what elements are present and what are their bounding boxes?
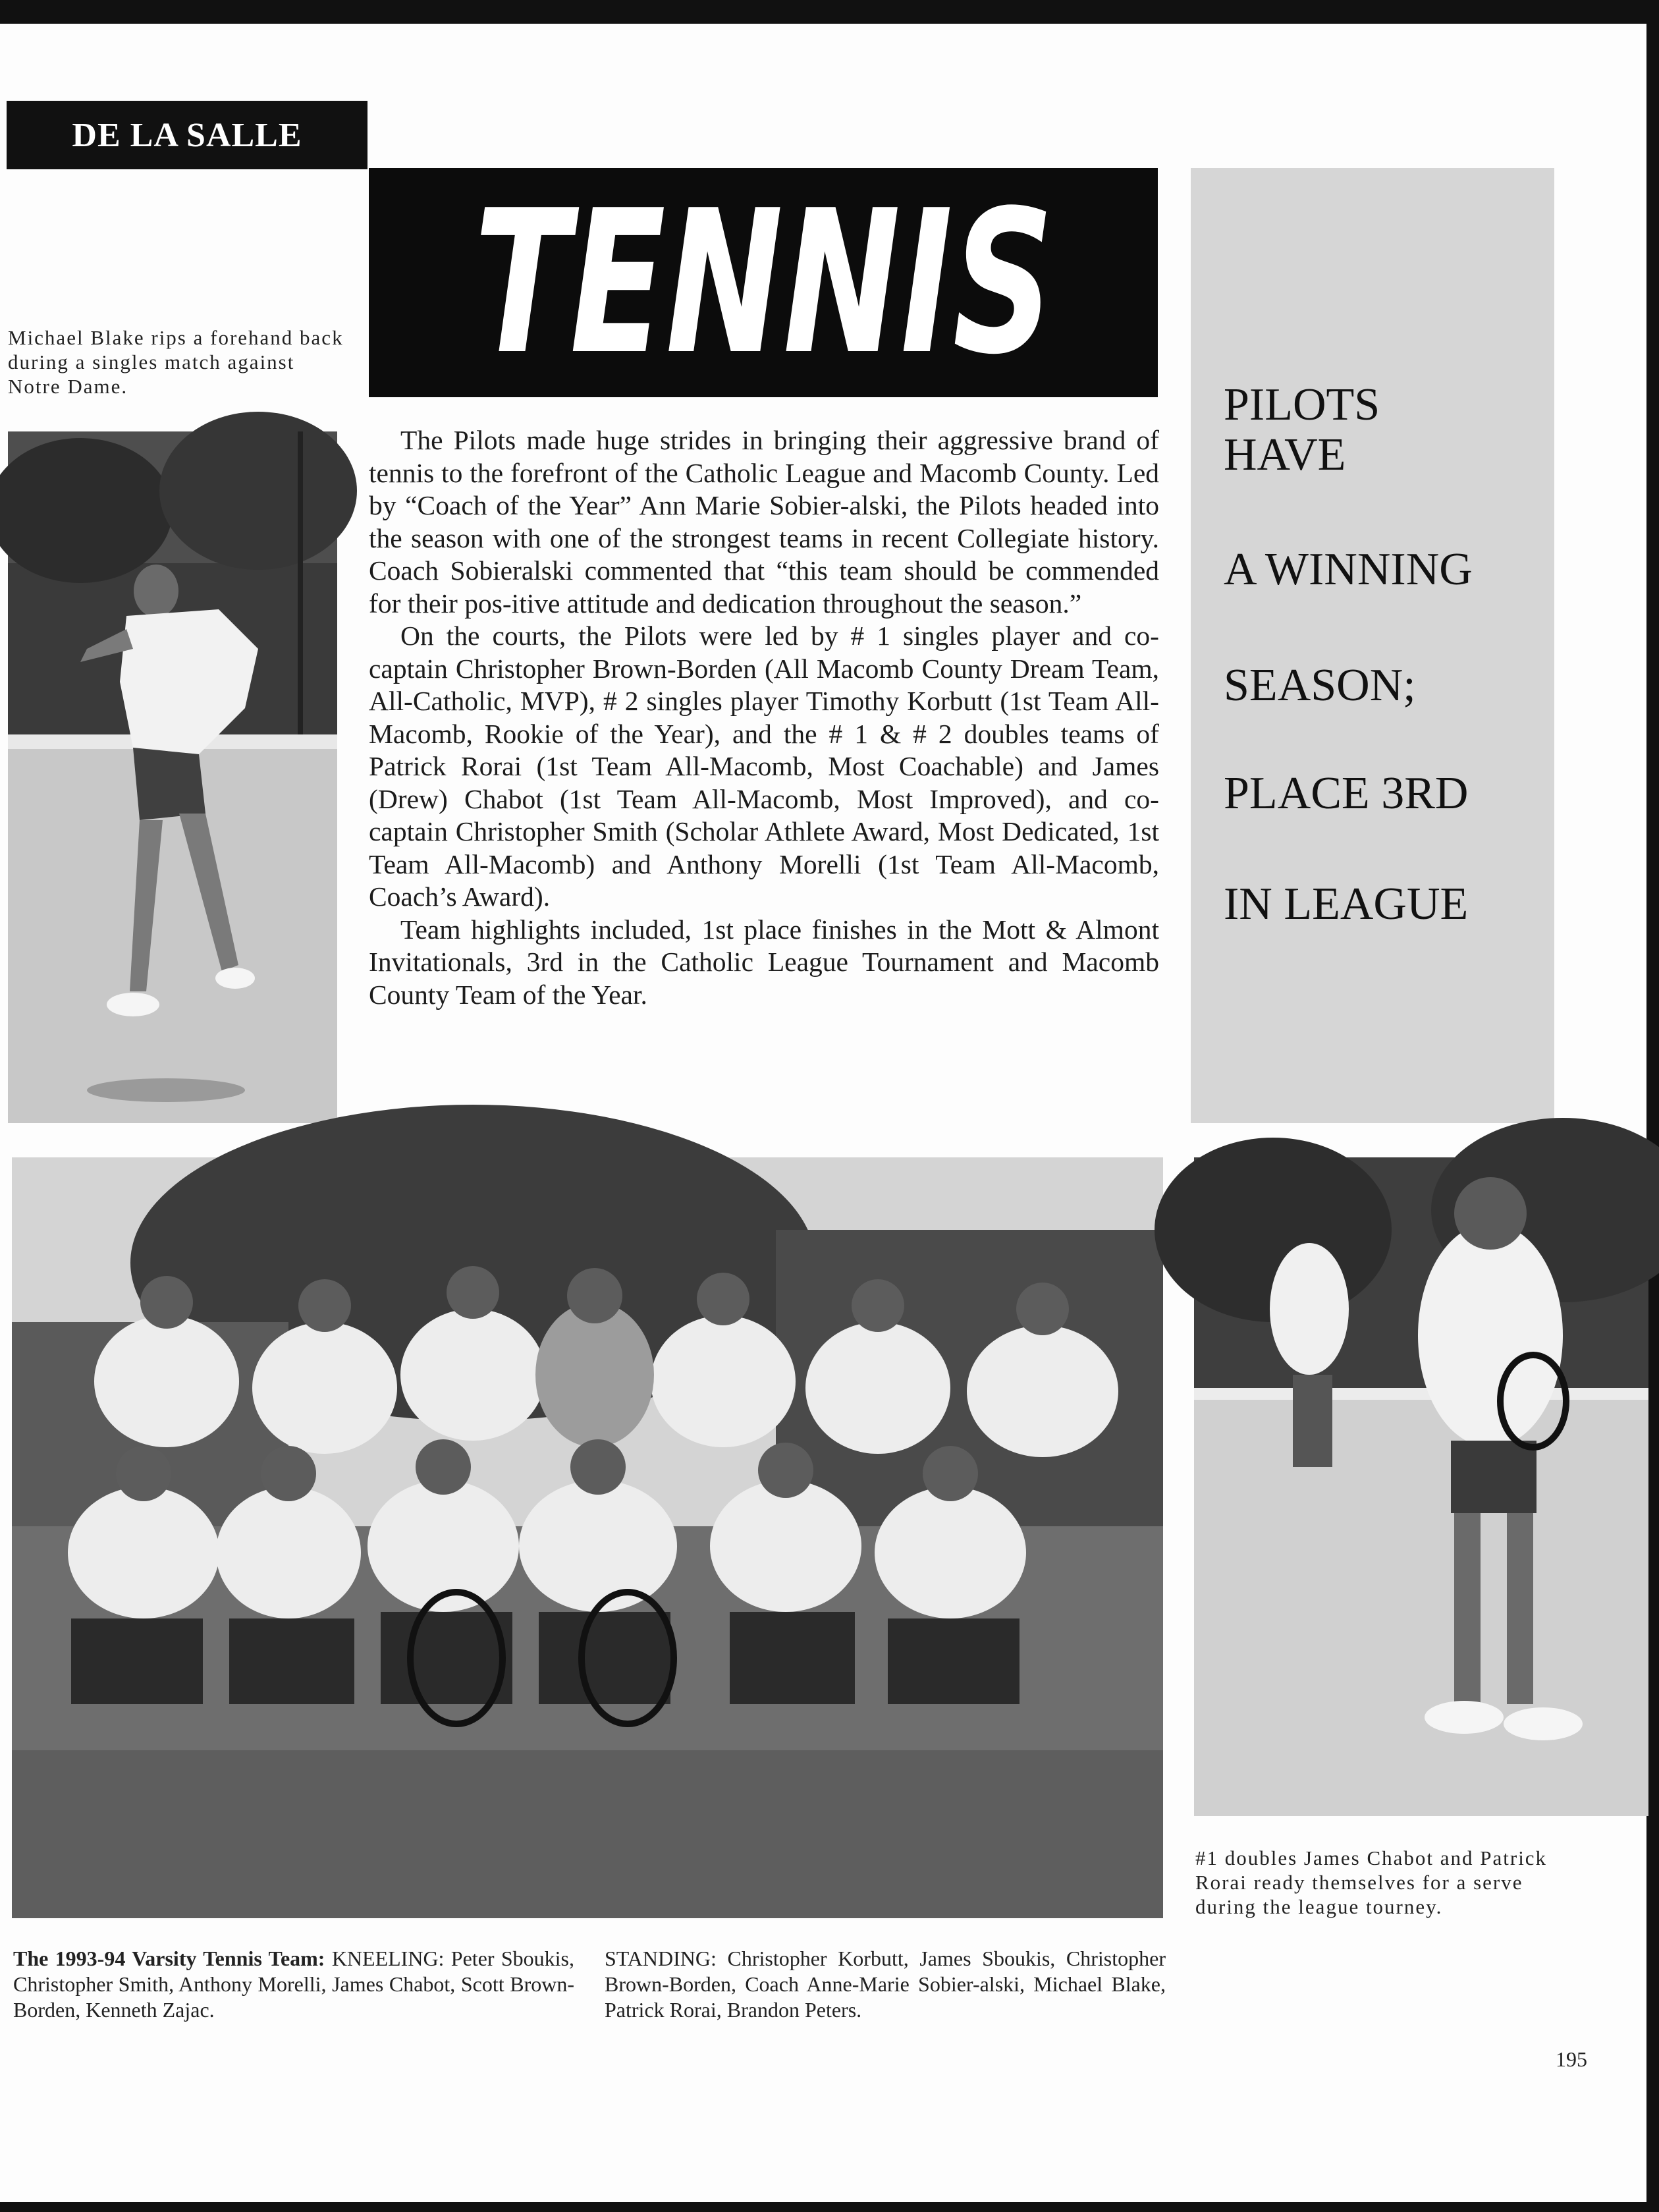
title-lettering xyxy=(369,168,1158,397)
team-caption-lead: The 1993-94 Varsity Tennis Team: xyxy=(13,1947,325,1970)
team-caption-kneeling xyxy=(13,1946,574,2023)
page-number: 195 xyxy=(1556,2047,1587,2071)
article-paragraph: On the courts, the Pilots were led by # 1 singles player and co-captain Christopher Brown-Borden (All Macomb County Dream Team, All-Catholic, MVP), # 2 singles player Timothy Korbutt (1st Team All-Macomb, Rookie of the Year), and the # 1 & # 2 doubles teams of Patrick Rorai (1st Team All-Macomb, Most Coachable) and James (Drew) Chabot (1st Team All-Macomb, Most Improved), and co-captain Christopher Smith (Scholar Athlete Award, Most Dedicated, 1st Team All-Macomb) and Anthony Morelli (1st Team All-Macomb, Coach’s Award). xyxy=(369,621,1159,912)
bottom-border xyxy=(0,2202,1659,2212)
sidebar-line: PILOTS xyxy=(1224,379,1380,430)
sidebar-line: IN LEAGUE xyxy=(1224,879,1469,929)
article-body xyxy=(369,424,1159,1011)
doubles-photo xyxy=(1194,1157,1648,1816)
photo-forehand xyxy=(8,431,337,1123)
photo-caption-blake: Michael Blake rips a forehand back during a singles match against Notre Dame. xyxy=(8,326,344,398)
title-text: TENNIS xyxy=(474,168,1054,398)
team-caption-kneeling-names: KNEELING: Peter Sboukis, Christopher Smith, Anthony Morelli, James Chabot, Scott Brown-Borden, Kenneth Zajac. xyxy=(13,1947,575,2022)
headline-sidebar xyxy=(1191,168,1554,1123)
sidebar-line: SEASON; xyxy=(1224,660,1416,711)
team-caption-standing: STANDING: Christopher Korbutt, James Sboukis, Christopher Brown-Borden, Coach Anne-Marie Sobier-alski, Michael Blake, Patrick Rorai, Brandon Peters. xyxy=(605,1947,1166,2022)
school-tag xyxy=(7,101,367,169)
team-photo xyxy=(12,1157,1163,1918)
article-paragraph: The Pilots made huge strides in bringing their aggressive brand of tennis to the forefront of the Catholic League and Macomb County. Led by “Coach of the Year” Ann Marie Sobier-alski, the Pilots headed into the season with one of the strongest teams in recent Collegiate history. Coach Sobieralski commented that “this team should be commended for their pos-itive attitude and dedication throughout the season.” xyxy=(369,425,1159,619)
right-border xyxy=(1646,0,1659,2212)
page-title xyxy=(369,168,1158,397)
photo-caption-doubles: #1 doubles James Chabot and Patrick Rorai ready themselves for a serve during the league tourney. xyxy=(1195,1846,1548,1918)
school-tag-label: DE LA SALLE xyxy=(72,116,302,154)
article-paragraph: Team highlights included, 1st place finishes in the Mott & Almont Invitationals, 3rd in the Catholic League Tournament and Macomb County Team of the Year. xyxy=(369,914,1159,1010)
sidebar-line: PLACE 3RD xyxy=(1224,768,1469,819)
sidebar-line: A WINNING xyxy=(1224,544,1473,595)
sidebar-line: HAVE xyxy=(1224,429,1346,480)
top-border xyxy=(0,0,1659,24)
